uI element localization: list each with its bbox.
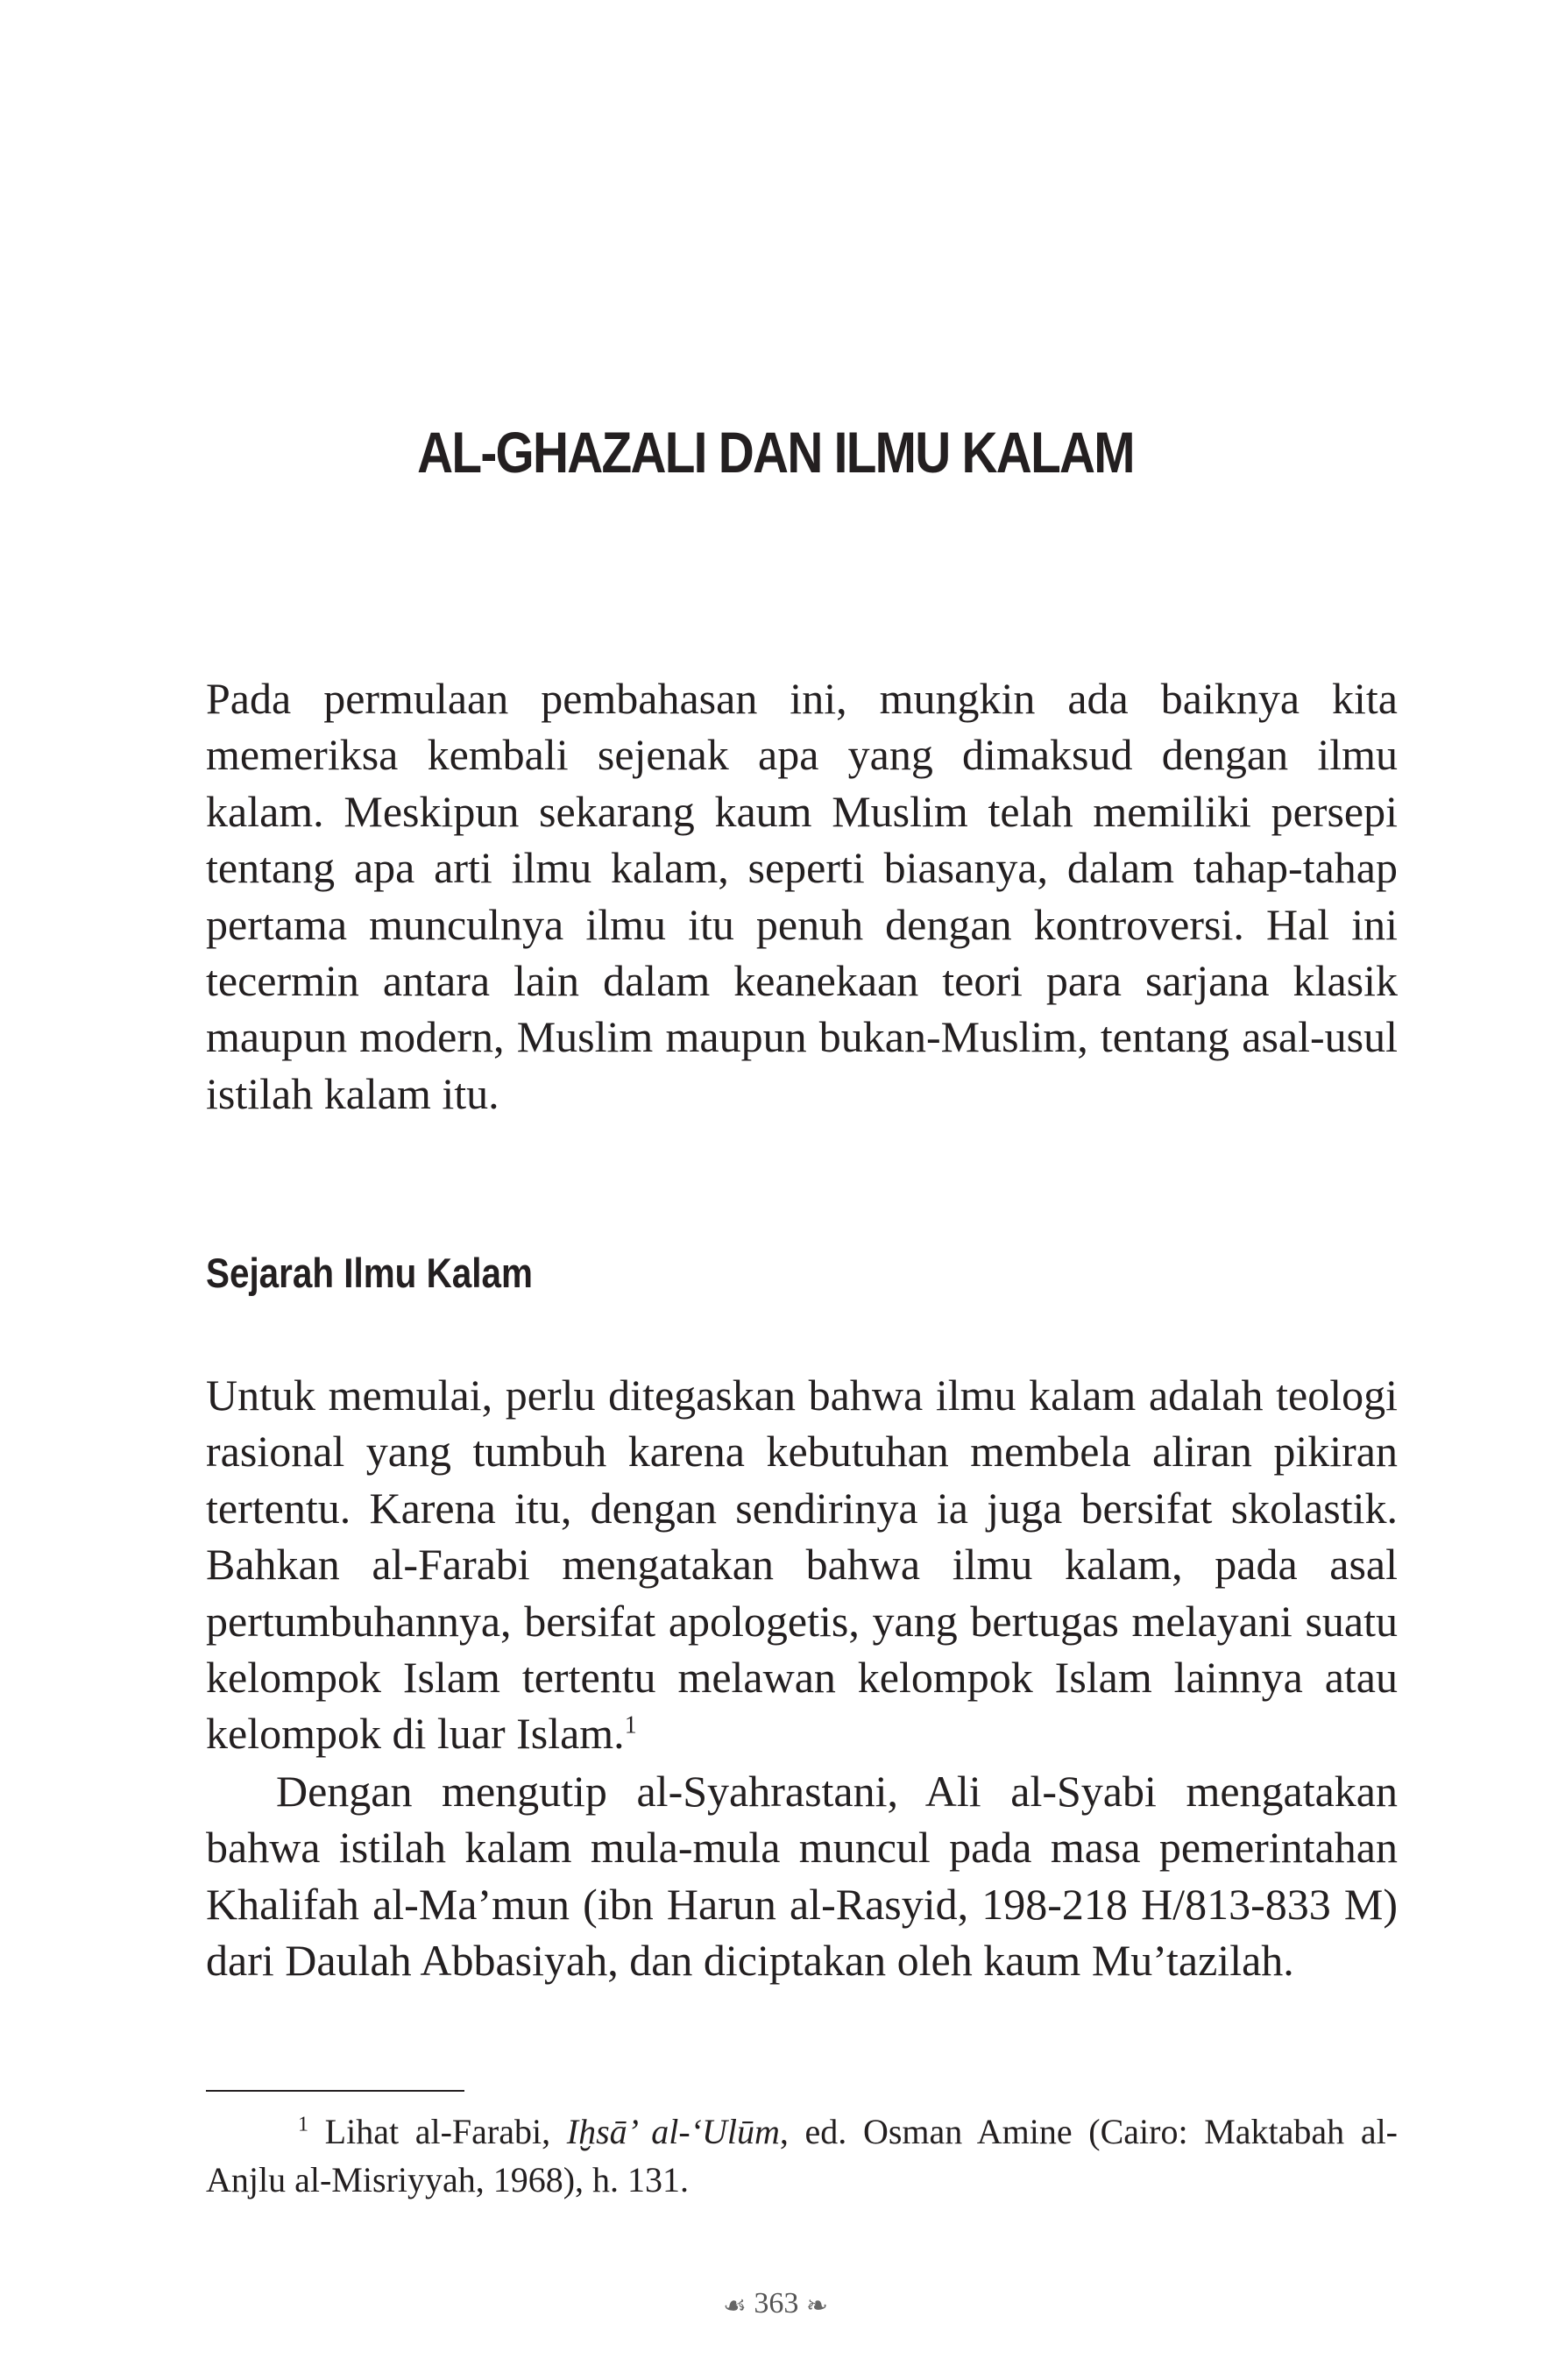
- body-paragraph-1: [206, 1367, 1398, 1762]
- chapter-title: AL-GHAZALI DAN ILMU KALAM: [417, 420, 1134, 485]
- footnote-text-end: , ed. Osman Amine (Cairo: Maktabah al-Anjlu al-Misriyyah, 1968), h. 131.: [206, 2112, 1399, 2199]
- footnote: [206, 2107, 1398, 2204]
- page-folio: [0, 2287, 1551, 2321]
- footnote-number: 1: [298, 2113, 308, 2136]
- page-number: 363: [754, 2287, 799, 2320]
- footnote-text-start: Lihat al-Farabi,: [324, 2112, 567, 2151]
- section-heading: Sejarah Ilmu Kalam: [206, 1250, 533, 1296]
- left-ornament-icon: ☙: [722, 2291, 747, 2320]
- intro-paragraph: Pada permulaan pembahasan ini, mungkin ada baiknya kita memeriksa kembali sejenak apa yang dimaksud dengan ilmu kalam. Meskipun sekarang kaum Muslim telah memiliki persepi tentang apa arti ilmu kalam, seperti biasanya, dalam tahap-tahap pertama munculnya ilmu itu penuh dengan kontroversi. Hal ini tecermin antara lain dalam keanekaan teori para sarjana klasik maupun modern, Muslim maupun bukan-Muslim, tentang asal-usul istilah kalam itu.: [206, 674, 1398, 1118]
- right-ornament-icon: ❧: [805, 2291, 829, 2320]
- body-paragraph-2: Dengan mengutip al-Syahrastani, Ali al-Syabi mengatakan bahwa istilah kalam mula-mula muncul pada masa pemerintahan Khalifah al-Ma’mun (ibn Harun al-Rasyid, 198-218 H/813-833 M) dari Daulah Abbasiyah, dan diciptakan oleh kaum Mu’tazilah.: [206, 1767, 1398, 1986]
- body-paragraph-1-text: Untuk memulai, perlu ditegaskan bahwa ilmu kalam adalah teologi rasional yang tumbuh karena kebutuhan membela aliran pikiran tertentu. Karena itu, dengan sendirinya ia juga bersifat skolastik. Bahkan al-Farabi mengatakan bahwa ilmu kalam, pada asal pertumbuhannya, bersifat apologetis, yang bertugas melayani suatu kelompok Islam tertentu melawan kelompok Islam lainnya atau kelompok di luar Islam.: [206, 1371, 1398, 1759]
- footnote-divider: [206, 2090, 464, 2092]
- footnote-reference[interactable]: 1: [624, 1711, 637, 1739]
- footnote-work-title: Iḫsā’ al-‘Ulūm: [566, 2112, 780, 2151]
